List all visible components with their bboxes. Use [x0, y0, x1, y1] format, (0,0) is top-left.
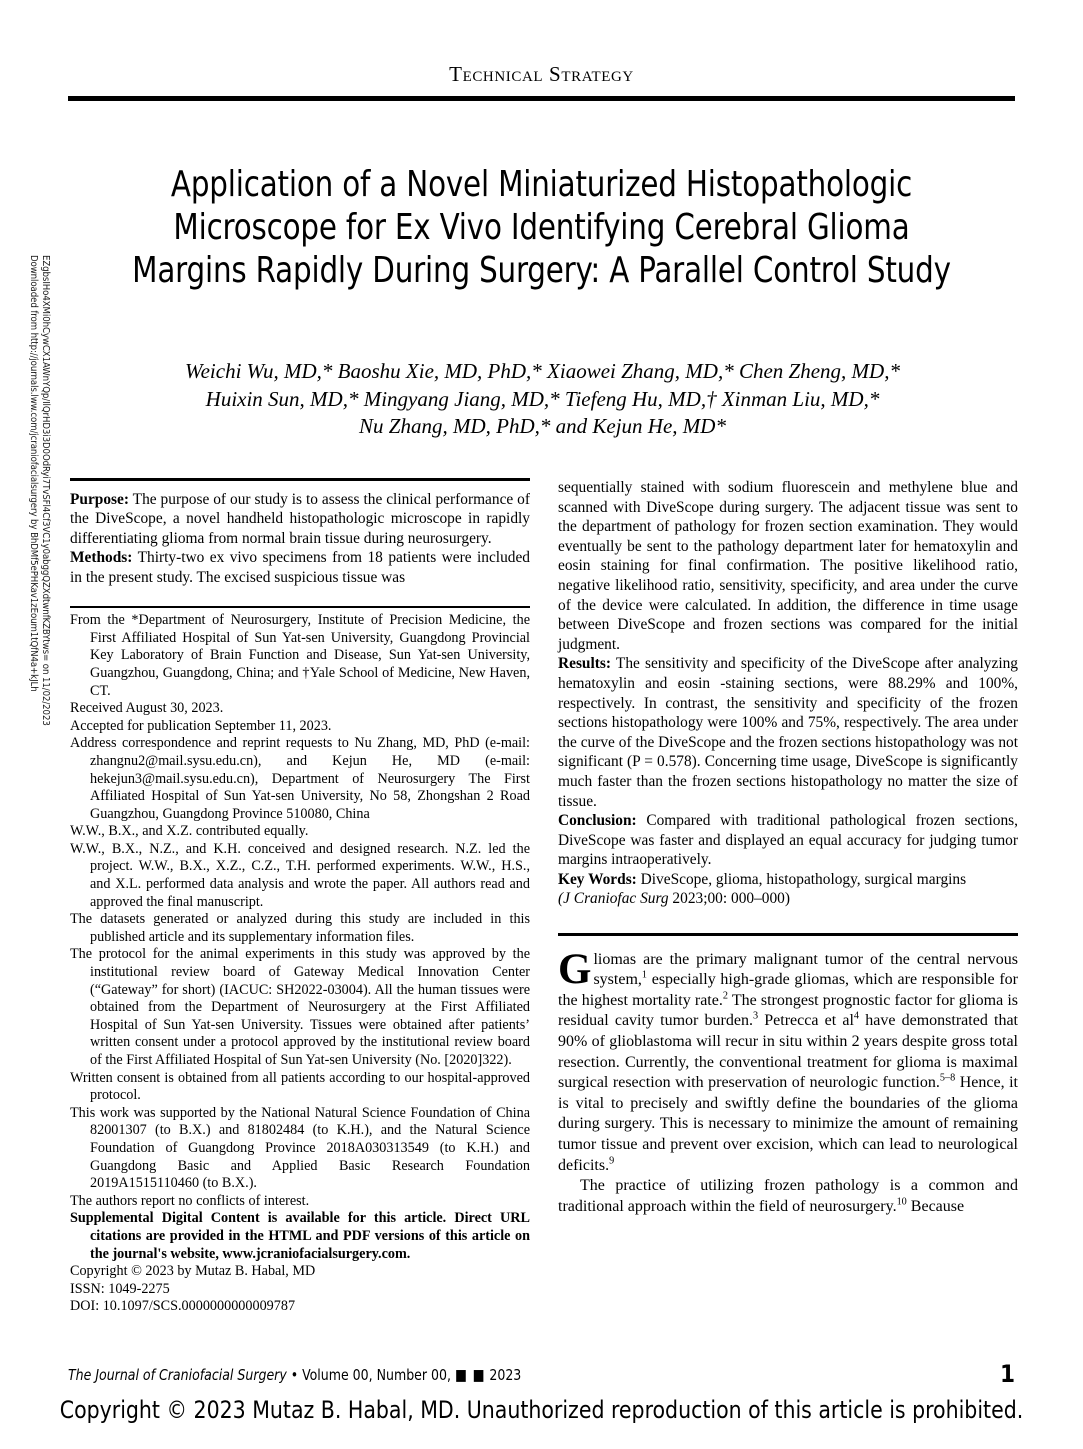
footnote-accepted: Accepted for publication September 11, 2023. [70, 717, 332, 734]
author-line-2: Huixin Sun, MD,* Mingyang Jiang, MD,* Tiefeng Hu, MD,† Xinman Liu, MD,* [205, 386, 880, 411]
footnote-copyright: Copyright © 2023 by Mutaz B. Habal, MD [70, 1263, 316, 1280]
footer-year: 2023 [485, 1366, 522, 1384]
footnote-conflicts: The authors report no conflicts of interest. [70, 1192, 310, 1209]
abstract-results-label: Results: [558, 655, 612, 673]
author-line-3: Nu Zhang, MD, PhD,* and Kejun He, MD* [359, 414, 726, 438]
footnote-doi: DOI: 10.1097/SCS.0000000000009787 [70, 1298, 296, 1315]
abstract-methods-text: Thirty-two ex vivo specimens from 18 patients were included in the present study. The excised suspicious tissue was [70, 549, 530, 586]
abstract-keywords [558, 870, 1018, 890]
abstract-methods-label: Methods: [70, 549, 133, 567]
right-column [558, 478, 1018, 1217]
footnote-affiliation: From the *Department of Neurosurgery, Institute of Precision Medicine, the First Affiliated Hospital of Sun Yat-sen University, Guangdong Provincial Key Laboratory of Brain Function and Disease, Sun Yat-sen University, Guangzhou, Guangdong, China; and †Yale School of Medicine, New Haven, CT. [70, 612, 530, 699]
drop-cap: G [558, 945, 592, 993]
footer-issue-info: • Volume 00, Number 00, [286, 1366, 455, 1384]
footnote-block [70, 606, 530, 1316]
reference-4: 4 [853, 1011, 860, 1023]
download-stamp [26, 255, 60, 815]
footnote-supplemental: Supplemental Digital Content is available for this article. Direct URL citations are provided in the HTML and PDF versions of this article on the journal's website, www.jcraniofacialsurgery.com. [70, 1210, 530, 1262]
download-stamp-line-1: Downloaded from http://journals.lww.com/jcraniofacialsurgery by BhDMf5ePHKav1zEoum1tQfN4a+kJLh [28, 255, 39, 692]
footnote-issn: ISSN: 1049-2275 [70, 1280, 170, 1297]
abstract-methods-continued: sequentially stained with sodium fluorescein and methylene blue and scanned with DiveScope during surgery. The adjacent tissue was sent to the department of pathology for frozen section examination. They would eventually be sent to the pathology department later for hematoxylin and eosin staining for final confirmation. The positive likelihood ratio, negative likelihood ratio, sensitivity, specificity, and area under the curve of the device were calculated. In addition, the difference in time usage between DiveScope and frozen sections was compared for the initial judgment. [558, 479, 1018, 653]
article-title: Application of a Novel Miniaturized Histopathologic Microscope for Ex Vivo Identifying Cerebral Glioma Margins Rapidly During Surgery: A Parallel Control Study [132, 164, 951, 291]
article-citation [558, 889, 1018, 909]
citation-volume: 2023;00: 000–000) [668, 890, 790, 908]
p1-a: liomas are the primary malignant tumor of the central nervous system, [593, 950, 1018, 989]
body-paragraph-1 [558, 945, 1018, 1177]
reference-10: 10 [896, 1196, 907, 1208]
p2-b: Because [906, 1197, 965, 1215]
reference-5-8: 5–8 [939, 1072, 956, 1084]
p2-a: The practice of utilizing frozen pathology is a common and traditional approach within the field of neurosurgery. [558, 1177, 1018, 1215]
abstract-results [558, 654, 1018, 811]
p1-f: Hence, it is vital to precisely and swiftly define the boundaries of the glioma during surgery. This is necessary to minimize the amount of remaining tumor tissue and prevent over excision, which can lead to neurological deficits. [558, 1074, 1018, 1174]
p1-e: have demonstrated that 90% of glioblastoma will recur in situ within 2 years despite gross total resection. Currently, the conventional treatment for glioma is maximal surgical resection with preservation of neurologic function. [558, 1012, 1018, 1092]
p1-c: The strongest prognostic factor for glioma is residual cavity tumor burden. [558, 991, 1018, 1030]
footer-copyright: Copyright © 2023 Mutaz B. Habal, MD. Unauthorized reproduction of this article is prohibited. [59, 1396, 1024, 1424]
author-list [110, 358, 975, 441]
abstract-keywords-label: Key Words: [558, 870, 637, 888]
abstract-rule-top [70, 478, 530, 481]
footnote-protocol: The protocol for the animal experiments in this study was approved by the institutional review board of Gateway Medical Innovation Center (“Gateway” for short) (IACUC: SH2022-03004). All the human tissues were obtained from the Department of Neurosurgery at the First Affiliated Hospital of Sun Yat-sen University. Tissues were obtained after patients’ written consent under a protocol approved by the institutional review board of the First Affiliated Hospital of Sun Yat-sen University (No. [2020]322). [70, 946, 530, 1068]
abstract-start [70, 490, 530, 588]
footnote-equal-contribution: W.W., B.X., and X.Z. contributed equally. [70, 823, 309, 840]
abstract-conclusion-label: Conclusion: [558, 812, 637, 830]
reference-1: 1 [641, 969, 648, 981]
footer-journal-info [68, 1366, 521, 1384]
abstract-continued [558, 478, 1018, 909]
footnote-contributions: W.W., B.X., N.Z., and K.H. conceived and designed research. N.Z. led the project. W.W., B.X., X.Z., C.Z., T.H. performed experiments. W.W., H.S., and X.L. performed data analysis and wrote the paper. All authors read and approved the final manuscript. [70, 840, 530, 910]
abstract-purpose [70, 490, 530, 549]
footnote-datasets: The datasets generated or analyzed during this study are included in this published article and its supplementary information files. [70, 911, 530, 945]
download-stamp-line-2: EZgbsIHo4XMi0hCywCX1AWnYQp/IlQrHD3i3D0OdRyi7TvSFl4Cf3VC1y0abggQZXdtwnfKZBYtws= on 11/02/2023 [40, 255, 51, 726]
author-line-1: Weichi Wu, MD,* Baoshu Xie, MD, PhD,* Xiaowei Zhang, MD,* Chen Zheng, MD,* [185, 359, 900, 383]
body-paragraph-2 [558, 1176, 1018, 1217]
footer-date-marks: ■ ■ [454, 1366, 486, 1384]
abstract-results-text: The sensitivity and specificity of the DiveScope after analyzing hematoxylin and eosin -staining sections, were 88.29% and 100%, respectively. In contrast, the sensitivity and specificity of the frozen sections histopathology were 100% and 75%, respectively. The area under the curve of the DiveScope and the frozen sections histopathology was not significant (P = 0.578). Concerning time usage, DiveScope is significantly much faster than the frozen sections histopathology no matter the size of tissue. [558, 655, 1018, 810]
article-body [558, 945, 1018, 1218]
page-number: 1 [999, 1360, 1015, 1388]
abstract-purpose-label: Purpose: [70, 490, 129, 508]
footnote-funding: This work was supported by the National Natural Science Foundation of China 82001307 (to B.X.) and 81802484 (to K.H.), and the Natural Science Foundation of Guangdong Province 2018A030313549 (to K.H.) and Guangdong Basic and Applied Basic Research Foundation 2019A1515110460 (to B.X.). [70, 1104, 530, 1192]
abstract-conclusion [558, 811, 1018, 870]
footnote-received: Received August 30, 2023. [70, 700, 224, 717]
abstract-purpose-text: The purpose of our study is to assess the clinical performance of the DiveScope, a novel handheld histopathologic microscope in rapidly differentiating glioma from normal brain tissue during neurosurgery. [70, 490, 530, 547]
p1-d: Petrecca et al [758, 1012, 854, 1030]
abstract-conclusion-text: Compared with traditional pathological frozen sections, DiveScope was faster and displayed an equal accuracy for judging tumor margins intraoperatively. [558, 812, 1018, 869]
left-column [70, 478, 530, 1316]
header-rule [68, 96, 1015, 101]
reference-3: 3 [752, 1011, 759, 1023]
reference-9: 9 [609, 1155, 615, 1167]
abstract-methods [70, 548, 530, 587]
body-rule [558, 933, 1018, 936]
footnote-rule [70, 606, 530, 609]
running-head: Technical Strategy [449, 62, 634, 86]
abstract-keywords-text: DiveScope, glioma, histopathology, surgical margins [636, 870, 967, 888]
p1-b: especially high-grade gliomas, which are responsible for the highest mortality rate. [558, 971, 1018, 1009]
footnote-consent: Written consent is obtained from all patients according to our hospital-approved protocol. [70, 1069, 530, 1104]
reference-2: 2 [722, 990, 728, 1002]
citation-journal: (J Craniofac Surg [558, 890, 669, 908]
footnote-correspondence: Address correspondence and reprint requests to Nu Zhang, MD, PhD (e-mail: zhangnu2@mail.sysu.edu.cn), and Kejun He, MD (e-mail: hekejun3@mail.sysu.edu.cn), Department of Neurosurgery The First Affiliated Hospital of Sun Yat-sen University, No 58, Zhongshan 2 Road Guangzhou, Guangdong Province 510080, China [70, 735, 530, 822]
footer-journal-name: The Journal of Craniofacial Surgery [68, 1366, 287, 1384]
